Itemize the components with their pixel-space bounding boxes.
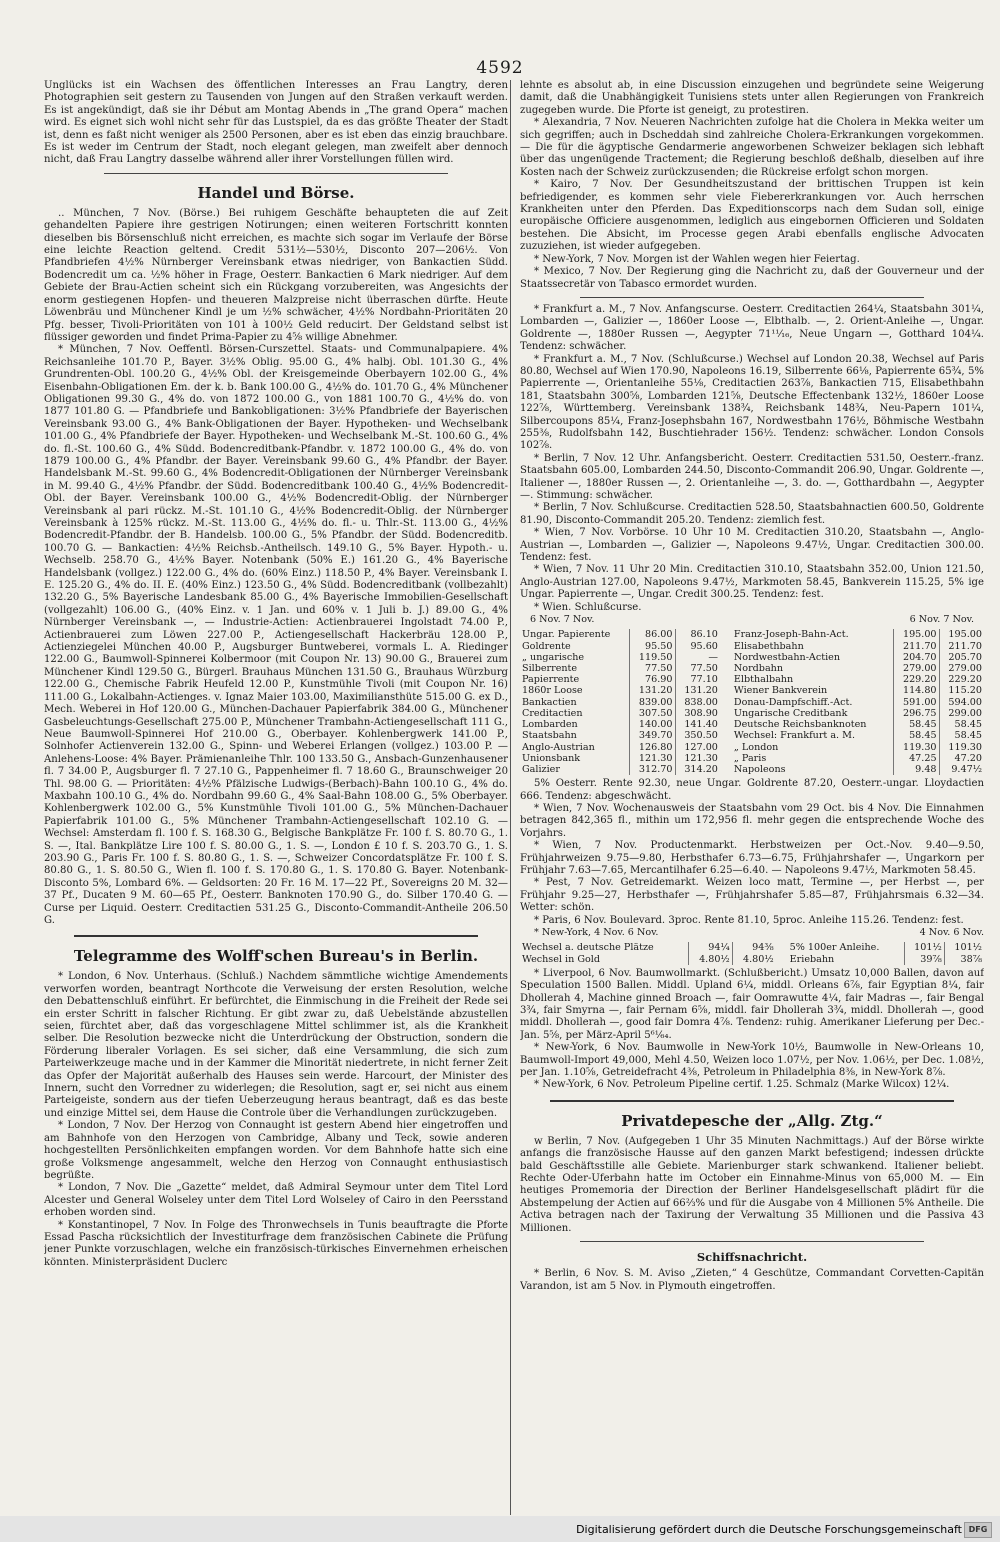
table-value-cell: 591.00 [894, 697, 939, 708]
table-value-cell: 195.00 [894, 629, 939, 640]
table-value-cell: 839.00 [630, 697, 675, 708]
table-label-cell: „ Paris [733, 752, 767, 764]
divider [104, 173, 448, 174]
table-label-cell: Napoleons [733, 763, 786, 775]
table-row [520, 674, 984, 685]
table-value-cell: 140.00 [630, 719, 675, 730]
table-label-cell: Franz-Joseph-Bahn-Act. [733, 629, 849, 641]
section-heading-telegramme: Telegramme des Wolff'schen Bureau's in Berlin. [73, 947, 479, 966]
left-column [44, 80, 508, 1520]
wien-date-left: 6 Nov. 7 Nov. [530, 614, 595, 626]
table-value-cell: 101½ [904, 942, 944, 953]
table-label-cell: Deutsche Reichsbanknoten [733, 719, 867, 731]
table-value-cell: 9.48 [894, 764, 939, 775]
article-wien-staatsbahn: * Wien, 7 Nov. Wochenausweis der Staatsbahn vom 29 Oct. bis 4 Nov. Die Einnahmen betragen 842,365 fl., mithin um 172,956 fl. mehr gegen die entsprechende Woche des Vorjahrs. [520, 802, 984, 839]
table-value-cell: 4.80½ [688, 954, 732, 965]
divider [580, 1241, 924, 1242]
table-row [520, 764, 984, 775]
table-value-cell: 39⅞ [904, 954, 944, 965]
table-label-cell: „ ungarische [522, 651, 585, 663]
table-value-cell: 47.20 [939, 753, 984, 764]
table-row [520, 753, 984, 764]
table-label-cell: Papierrente [522, 674, 580, 686]
table-label-cell: Staatsbahn [522, 730, 577, 742]
table-label-cell: Nordbahn [733, 663, 784, 675]
table-value-cell: 58.45 [939, 719, 984, 730]
table-label-cell: Wechsel: Frankfurt a. M. [733, 730, 856, 742]
table-value-cell: 47.25 [894, 753, 939, 764]
article-newyork-feiertag: * New-York, 7 Nov. Morgen ist der Wahlen wegen hier Feiertag. [534, 253, 860, 265]
table-value-cell: 58.45 [894, 730, 939, 741]
divider [580, 297, 924, 298]
table-value-cell: 119.50 [630, 652, 675, 663]
table-row [520, 685, 984, 696]
article-newyork-petroleum: * New-York, 6 Nov. Petroleum Pipeline certif. 1.25. Schmalz (Marke Wilcox) 12¼. [534, 1079, 950, 1091]
table-value-cell: 141.40 [675, 719, 720, 730]
table-gap [720, 730, 732, 741]
table-value-cell: 86.00 [630, 629, 675, 640]
table-label-cell: Nordwestbahn-Actien [733, 651, 841, 663]
right-column [520, 80, 984, 1520]
table-value-cell: 126.80 [630, 742, 675, 753]
article-wien-mittag: * Wien, 7 Nov. 11 Uhr 20 Min. Creditactien 310.10, Staatsbahn 352.00, Union 121.50, Anglo-Austrian 127.00, Napoleons 9.47½, Markmoten 58.45, Bankverein 115.25, 5% ige Ungar. Papierrente —, Ungar. Credit 300.25. Tendenz: fest. [520, 564, 984, 601]
table-value-cell: 9.47½ [939, 764, 984, 775]
wien-table-dates [520, 614, 984, 626]
table-value-cell: 594.00 [939, 697, 984, 708]
article-london-unterhaus: * London, 6 Nov. Unterhaus. (Schluß.) Nachdem sämmtliche wichtige Amendements verworfen worden, beantragt Northcote die Verweisung der ersten Resolution, welche den Debattenschluß einführt. Er befürchtet, die Einmischung in die Freiheit der Rede sei ein erster Schritt in falscher Richtung. Er gibt zwar zu, daß Uebelstände abzustellen seien, fürchtet aber, daß das vorgeschlagene Mittel schlimmer ist, als die Krankheit selber. Die Resolution bezwecke nicht die Unterdrückung der Obstruction, sondern die Förderung liberaler Vorlagen. Es sei sicher, daß eine Versammlung, die sich zum Parteiwerkzeuge mache und in der Kammer die Minorität niedertrete, in nicht ferner Zeit das Opfer der Majorität außerhalb des Hauses sein werde. Harcourt, der Minister des Innern, sucht den Vorredner zu widerlegen; die Resolution, sagt er, sei nicht aus einem Parteigeiste, sondern aus der tiefen Ueberzeugung heraus beantragt, daß es das beste und einzige Mittel sei, dem Hause die Controle über die Verhandlungen zurückzugeben. [44, 971, 508, 1119]
table-gap [720, 629, 732, 640]
newyork-table-head [520, 927, 984, 939]
table-value-cell: 77.10 [675, 674, 720, 685]
article-mexico: * Mexico, 7 Nov. Der Regierung ging die Nachricht zu, daß der Gouverneur und der Staatssecretär von Tabasco ermordet wurden. [520, 266, 984, 290]
table-value-cell: 314.20 [675, 764, 720, 775]
article-newyork-baumwolle: * New-York, 6 Nov. Baumwolle in New-York 10½, Baumwolle in New-Orleans 10, Baumwoll-Import 49,000, Mehl 4.50, Weizen loco 1.07½, per Nov. 1.06½, per Dec. 1.08½, per Jan. 1.10⅝, Getreidefracht 4⅜, Petroleum in Philadelphia 8⅜, in New-York 8⅞. [520, 1042, 984, 1079]
table-value-cell: 350.50 [675, 730, 720, 741]
article-kairo: * Kairo, 7 Nov. Der Gesundheitszustand der brittischen Truppen ist kein befriedigender, es kommen sehr viele Fiebererkrankungen vor. Auch herrschen Krankheiten unter den Pferden. Das Expeditionscorps nach dem Sudan soll, einige europäische Officiere ausgenommen, lediglich aus eingebornen Officieren und Soldaten bestehen. Die Absicht, im Processe gegen Arabi ebenfalls englische Advocaten zuzuziehen, ist wieder aufgegeben. [520, 179, 984, 253]
footer-credit: Digitalisierung gefördert durch die Deutsche Forschungsgemeinschaft [576, 1523, 962, 1536]
table-label-cell: Goldrente [522, 640, 571, 652]
table-row [520, 730, 984, 741]
table-row [520, 697, 984, 708]
table-row [520, 641, 984, 652]
section-heading-schiffsnachricht: Schiffsnachricht. [696, 1250, 808, 1265]
table-row [520, 742, 984, 753]
table-label-cell: Elbthalbahn [733, 674, 794, 686]
wien-table-note: 5% Oesterr. Rente 92.30, neue Ungar. Goldrente 87.20, Oesterr.-ungar. Lloydactien 666. Tendenz: abgeschwächt. [520, 778, 984, 802]
section-heading-handel: Handel und Börse. [197, 183, 355, 202]
article-liverpool: * Liverpool, 6 Nov. Baumwollmarkt. (Schlußbericht.) Umsatz 10,000 Ballen, davon auf Speculation 1500 Ballen. Middl. Upland 6¼, middl. Orleans 6⅞, fair Egyptian 8¼, fair Dhollerah 4, Machine ginned Broach —, fair Oomrawutte 4¼, fair Madras —, fair Bengal 3¾, fair Smyrna —, fair Pernam 6⅝, middl. fair Dhollerah 3¾, middl. Dhollerah —, good middl. Dhollerah —, good fair Domra 4⅞. Tendenz: ruhig. Amerikaner Lieferung per Dec.-Jan. 5⅝, per März-April 5⁶¹⁄₆₄. [520, 967, 984, 1041]
table-gap [720, 753, 732, 764]
table-gap [720, 742, 732, 753]
table-value-cell: 308.90 [675, 708, 720, 719]
table-value-cell: 204.70 [894, 652, 939, 663]
table-value-cell: 279.00 [939, 663, 984, 674]
table-gap [776, 942, 788, 953]
table-value-cell: 4.80½ [732, 954, 775, 965]
article-schiffsnachricht: * Berlin, 6 Nov. S. M. Aviso „Zieten,“ 4 Geschütze, Commandant Corvetten-Capitän Varandon, ist am 5 Nov. in Plymouth eingetroffen. [520, 1268, 984, 1292]
table-row [520, 708, 984, 719]
article-berlin-privat: w Berlin, 7 Nov. (Aufgegeben 1 Uhr 35 Minuten Nachmittags.) Auf der Börse wirkte anfangs die französische Hausse auf den ganzen Markt befestigend; indessen drückte bald Geschäftsstille alle Gebiete. Marienburger stark schwankend. Italiener beliebt. Rechte Oder-Uferbahn hatte im October ein Einnahme-Minus von 65,000 M. — Ein heutiges Promemoria der Direction der Berliner Handelsgesellschaft plädirt für die Abstempelung der Actien auf 66⅔% und für die Ausgabe von 4 Millionen 5% Antheile. Die Activa betragen nach der Taxirung der Verwaltung 35 Millionen und die Passiva 43 Millionen. [520, 1135, 984, 1234]
table-value-cell: 77.50 [675, 663, 720, 674]
table-gap [720, 685, 732, 696]
newyork-head-left: * New-York, 4 Nov. 6 Nov. [534, 926, 659, 938]
article-muenchen-curszettel: * München, 7 Nov. Oeffentl. Börsen-Curszettel. Staats- und Communalpapiere. 4% Reichsanleihe 101.70 P., Bayer. 3½% Oblig. 95.00 G., 4% halbj. Obl. 101.30 G., 4% Grundrenten-Obl. 100.20 G., 4½% Obl. der Kreisgemeinde Oberbayern 102.00 G., 4% Eisenbahn-Obligationen Em. der k. b. Bank 100.00 G., 4½% do. 101.70 G., 4% Münchener Obligationen 99.30 G., 4% do. von 1872 100.00 G., von 1881 100.70 G., 4½% do. von 1877 101.80 G. — Pfandbriefe und Bankobligationen: 3½% Pfandbriefe der Bayerischen Vereinsbank 93.00 G., 4% Bank-Obligationen der Bayer. Hypotheken- und Wechselbank 101.00 G., 4% Pfandbriefe der Bayer. Hypotheken- und Wechselbank M.-St. 100.60 G., 4% do. fl.-St. 100.60 G., 4% Südd. Bodencreditbank-Pfandbr. v. 1872 100.00 G., 4% do. von 1879 100.00 G., 4% Pfandbr. der Bayer. Vereinsbank 99.60 G., 4% Pfandbr. der Bayer. Handelsbank M.-St. 99.60 G., 4% Bodencredit-Obligationen der Nürnberger Vereinsbank in M. 99.40 G., 4½% Pfandbr. der Südd. Bodencreditbank 100.40 G., 4½% Bodencredit-Obl. der Bayer. Vereinsbank 100.00 G., 4½% Bodencredit-Oblig. der Nürnberger Vereinsbank al pari rückz. M.-St. 101.10 G., 4½% Bodencredit-Oblig. der Nürnberger Vereinsbank à 125% rückz. M.-St. 113.00 G., 4½% do. fl.- u. Thlr.-St. 113.00 G., 4½% Bodencredit-Pfandbr. der B. Handelsb. 100.00 G., 5% Pfandbr. der Südd. Bodencreditb. 100.70 G. — Bankactien: 4½% Reichsb.-Antheilsch. 149.10 G., 5% Bayer. Hypoth.- u. Wechselb. 258.70 G., 4½% Bayer. Notenbank (50% E.) 161.20 G., 4% Bayerische Handelsbank (vollgez.) 122.00 G., 4% do. (60% Einz.) 118.50 P., 4% Bayer. Vereinsbank I. E. 125.20 G., 4% do. II. E. (40% Einz.) 123.50 G., 4% Südd. Bodencreditbank (vollbezahlt) 132.20 G., 5% Bayerische Landesbank 85.00 G., 4% Bayerische Immobilien-Gesellschaft (vollgezahlt) 106.00 G., (40% Einz. v. 1 Jan. und 60% v. 1 Juli b. J.) 89.00 G., 4% Nürnberger Vereinsbank —, — Industrie-Actien: Actienbrauerei Ingolstadt 74.00 P., Actienbrauerei zum Löwen 227.00 P., Actiengesellschaft Hackerbräu 128.00 P., Actienziegelei München 40.00 P., Augsburger Buntweberei, vormals L. A. Riedinger 122.00 G., Baumwoll-Spinnerei Kolbermoor (mit Coupon Nr. 13) 90.00 G., Brauerei zum Münchener Kindl 129.50 G., Bürgerl. Brauhaus München 131.50 G., Brauhaus Würzburg 122.00 G., Chemische Fabrik Heufeld 12.00 P., Kunstmühle Tivoli (mit Coupon Nr. 16) 111.00 G., Lokalbahn-Actienges. v. Ignaz Maier 103.00, Maximiliansthüte 515.00 G. ex D., Mech. Weberei in Hof 120.00 G., München-Dachauer Papierfabrik 384.00 G., Münchener Gasbeleuchtungs-Gesellschaft 275.00 P., Münchener Trambahn-Actiengesellschaft 111 G., Neue Baumwoll-Spinnerei Hof 210.00 G., Oberbayer. Kohlenbergwerk 141.00 P., Solnhofer Actienverein 132.00 G., Spinn- und Weberei Erlangen (vollgez.) 103.00 P. — Anlehens-Loose: 4% Bayer. Prämienanleihe Thlr. 100 133.50 G., Ansbach-Gunzenhausener fl. 7 34.00 P., Augsburger fl. 7 27.10 G., Pappenheimer fl. 7 18.60 G., Braunschweiger 20 Thl. 98.00 G. — Prioritäten: 4½% Pfälzische Ludwigs-(Berbach)-Bahn 100.10 G., 4% do. Maxbahn 100.10 G., 4% do. Nordbahn 99.60 G., 4% Saal-Bahn 108.00 G., 5% Oberbayer. Kohlenbergwerk 102.00 G., 5% Kunstmühle Tivoli 101.00 G., 5% München-Dachauer Papierfabrik 101.00 G., 5% Münchener Trambahn-Actiengesellschaft 102.10 G. — Wechsel: Amsterdam fl. 100 f. S. 168.30 G., Belgische Bankplätze Fr. 100 f. S. 80.70 G., 1. S. —, Ital. Bankplätze Lire 100 f. S. 80.00 G., 1. S. —, London £ 10 f. S. 203.70 G., 1. S. 203.90 G., Paris Fr. 100 f. S. 80.80 G., 1. S. —, Schweizer Concordatsplätze Fr. 100 f. S. 80.80 G., 1. S. 80.50 G., Wien fl. 100 f. S. 170.80 G., 1. S. 170.80 G. Bayer. Notenbank-Disconto 5%, Lombard 6%. — Geldsorten: 20 Fr. 16 M. 17—22 Pf., Sovereigns 20 M. 32—37 Pf., Ducaten 9 M. 60—65 Pf., Oesterr. Banknoten 170.90 G., do. Silber 170.40 G. — Curse per Liquid. Oesterr. Creditactien 531.25 G., Disconto-Commandit-Antheile 206.50 G. [44, 344, 508, 926]
newyork-head-right: 4 Nov. 6 Nov. [919, 926, 984, 938]
table-value-cell: 119.30 [939, 742, 984, 753]
table-value-cell: 58.45 [939, 730, 984, 741]
table-gap [720, 641, 732, 652]
table-gap [720, 697, 732, 708]
table-row [520, 954, 984, 965]
table-value-cell: 95.50 [630, 641, 675, 652]
table-value-cell: 127.00 [675, 742, 720, 753]
table-label-cell: Wiener Bankverein [733, 685, 828, 697]
table-row [520, 719, 984, 730]
table-label-cell: Galizier [522, 763, 560, 775]
table-value-cell: 131.20 [675, 685, 720, 696]
table-gap [776, 954, 788, 965]
table-value-cell: 279.00 [894, 663, 939, 674]
table-value-cell: — [675, 652, 720, 663]
dfg-logo: DFG [964, 1522, 992, 1538]
article-london-gazette: * London, 7 Nov. Die „Gazette“ meldet, daß Admiral Seymour unter dem Titel Lord Alcester und General Wolseley unter dem Titel Lord Wolseley of Cairo in den Peersstand erhoben worden sind. [44, 1182, 508, 1219]
table-label-cell: Wechsel a. deutsche Plätze [522, 942, 654, 954]
table-value-cell: 114.80 [894, 685, 939, 696]
divider [550, 1100, 954, 1102]
table-value-cell: 307.50 [630, 708, 675, 719]
table-row [520, 652, 984, 663]
table-value-cell: 195.00 [939, 629, 984, 640]
table-row [520, 942, 984, 953]
footer-bar [0, 1516, 1000, 1542]
table-value-cell: 838.00 [675, 697, 720, 708]
table-value-cell: 121.30 [630, 753, 675, 764]
table-value-cell: 77.50 [630, 663, 675, 674]
table-label-cell: Unionsbank [522, 752, 581, 764]
table-label-cell: Silberrente [522, 663, 578, 675]
table-value-cell: 349.70 [630, 730, 675, 741]
article-pest: * Pest, 7 Nov. Getreidemarkt. Weizen loco matt, Termine —, per Herbst —, per Frühjahr 9.25—27, Herbsthafer —, Frühjahrshafer 5.85—87, Frühjahrsmais 6.32—34. Wetter: schön. [520, 877, 984, 914]
table-value-cell: 121.30 [675, 753, 720, 764]
langtry-article: Unglücks ist ein Wachsen des öffentlichen Interesses an Frau Langtry, deren Photographien seit gestern zu Tausenden von Jungen auf den Straßen verkauft werden. Es ist angekündigt, daß sie ihr Début am Montag Abends in „The grand Opera“ machen wird. Es eignet sich wohl nicht sehr für das Lustspiel, da es das größte Theater der Stadt ist, denn es faßt nicht weniger als 2500 Personen, aber es ist eben das einzig brauchbare. Es ist weder im Centrum der Stadt, noch elegant gelegen, man zweifelt aber dennoch nicht, daß Frau Langtry dasselbe während aller ihrer Vorstellungen füllen wird. [44, 80, 508, 166]
table-gap [720, 719, 732, 730]
article-paris: * Paris, 6 Nov. Boulevard. 3proc. Rente 81.10, 5proc. Anleihe 115.26. Tendenz: fest. [534, 914, 964, 926]
article-wien-vorboerse: * Wien, 7 Nov. Vorbörse. 10 Uhr 10 M. Creditactien 310.20, Staatsbahn —, Anglo-Austrian —, Lombarden —, Galizier —, Napoleons 9.47½, Ungar. Creditactien 300.00. Tendenz: fest. [520, 527, 984, 564]
table-value-cell: 101½ [944, 942, 984, 953]
table-value-cell: 229.20 [939, 674, 984, 685]
table-value-cell: 95.60 [675, 641, 720, 652]
table-row [520, 663, 984, 674]
table-value-cell: 211.70 [894, 641, 939, 652]
wien-date-right: 6 Nov. 7 Nov. [909, 614, 974, 626]
table-value-cell: 115.20 [939, 685, 984, 696]
table-value-cell: 229.20 [894, 674, 939, 685]
table-label-cell: „ London [733, 741, 779, 753]
table-gap [720, 764, 732, 775]
article-continuation: lehnte es absolut ab, in eine Discussion einzugehen und begründete seine Weigerung damit, daß die Unabhängigkeit Tunisiens stets unter allen Regierungen von Frankreich zugegeben wurde. Die Pforte ist geneigt, zu protestiren. [520, 80, 984, 116]
table-value-cell: 119.30 [894, 742, 939, 753]
table-gap [720, 708, 732, 719]
wien-quotes-table [520, 629, 984, 775]
table-label-cell: Wechsel in Gold [522, 953, 600, 965]
article-frankfurt-anfang: * Frankfurt a. M., 7 Nov. Anfangscurse. Oesterr. Creditactien 264¼, Staatsbahn 301¼, Lombarden —, Galizier —, 1860er Loose —, Elbthalb. —, 2. Orient-Anleihe —, Ungar. Goldrente —, 1880er Russen —, Aegypter 71¹¹⁄₁₆, Neue Ungarn —, Gotthard 104¼. Tendenz: schwächer. [520, 303, 984, 353]
article-london-connaught: * London, 7 Nov. Der Herzog von Connaught ist gestern Abend hier eingetroffen und am Bahnhofe von den Herzogen von Cambridge, Albany und Teck, sowie anderen hochgestellten Persönlichkeiten empfangen worden. Vor dem Bahnhofe hatte sich eine große Volksmenge angesammelt, welche den Herzog von Connaught enthusiastisch begrüßte. [44, 1120, 508, 1181]
article-wien-productenmarkt: * Wien, 7 Nov. Productenmarkt. Herbstweizen per Oct.-Nov. 9.40—9.50, Frühjahrweizen 9.75—9.80, Herbsthafer 6.73—6.75, Frühjahrshafer —, Ungarkorn per Frühjahr 7.63—7.65, Mercantilhafer 6.25—6.40. — Napoleons 9.47½, Markmoten 58.45. [520, 840, 984, 876]
table-value-cell: 58.45 [894, 719, 939, 730]
table-label-cell: Donau-Dampfschiff.-Act. [733, 696, 853, 708]
column-divider [510, 80, 511, 1515]
table-value-cell: 76.90 [630, 674, 675, 685]
table-label-cell: Creditactien [522, 707, 583, 719]
table-value-cell: 296.75 [894, 708, 939, 719]
table-row [520, 629, 984, 640]
divider [74, 935, 478, 937]
table-value-cell: 299.00 [939, 708, 984, 719]
table-label-cell: Eriebahn [789, 953, 835, 965]
table-label-cell: 5% 100er Anleihe. [789, 942, 880, 954]
article-berlin-schluss: * Berlin, 7 Nov. Schlußcurse. Creditactien 528.50, Staatsbahnactien 600.50, Goldrente 81.90, Disconto-Commandit 205.20. Tendenz: ziemlich fest. [520, 502, 984, 526]
article-frankfurt-schluss: * Frankfurt a. M., 7 Nov. (Schlußcurse.) Wechsel auf London 20.38, Wechsel auf Paris 80.80, Wechsel auf Wien 170.90, Napoleons 16.19, Silberrente 66⅛, Papierrente 65¾, 5% Papierrente —, Orientanleihe 55⅛, Creditactien 263⅞, Bankactien 715, Elisabethbahn 181, Staatsbahn 300⅝, Lombarden 121⅝, Deutsche Effectenbank 132½, 1860er Loose 122⅞, Württemberg. Vereinsbank 138¾, Reichsbank 148¾, Neu-Papern 101¼, Silbercoupons 85¼, Franz-Josephsbahn 167, Nordwestbahn 176½, Böhmische Westbahn 255⅜, Rudolfsbahn 142, Buschtiehrader 156½. Tendenz: schwächer. London Consols 102⅞. [520, 353, 984, 452]
table-value-cell: 211.70 [939, 641, 984, 652]
article-alexandria: * Alexandria, 7 Nov. Neueren Nachrichten zufolge hat die Cholera in Mekka weiter um sich gegriffen; auch in Dscheddah sind zahlreiche Cholera-Erkrankungen vorgekommen. — Die für die ägyptische Gendarmerie angeworbenen Schweizer beklagen sich lebhaft über das ungenügende Tractement; die Regierung beschloß deßhalb, dieselben auf ihre Kosten nach der Schweiz zurückzusenden; die Rückreise erfolgt schon morgen. [520, 117, 984, 178]
table-label-cell: Elisabethbahn [733, 640, 804, 652]
article-muenchen-boerse: .. München, 7 Nov. (Börse.) Bei ruhigem Geschäfte behaupteten die auf Zeit gehandelten Papiere ihre gestrigen Notirungen; einen weiteren Fortschritt konnten dieselben bis Börsenschluß nicht erreichen, es machte sich sogar im Verlaufe der Börse eine leichte Reaction geltend. Credit 531½—530½, Disconto 207—206½. Von Pfandbriefen 4½% Nürnberger Vereinsbank etwas niedriger, von Bankactien Südd. Bodencredit um ca. ½% höher in Frage, Oesterr. Bankactien 6 Mark niedriger. Auf dem Gebiete der Brau-Actien scheint sich ein Rückgang vorzubereiten, was Angesichts der enorm gestiegenen Hopfen- und theueren Malzpreise nicht überraschen dürfte. Heute Löwenbräu und Münchener Kindl je um ½% schwächer, 4½% Nordbahn-Prioritäten 20 Pfg. besser, Tivoli-Prioritäten von 101 à 100½ Geld reducirt. Der Geldstand selbst ist flüssiger geworden und findet Prima-Papier zu 4⅝ willige Abnehmer. [44, 207, 508, 343]
table-value-cell: 131.20 [630, 685, 675, 696]
table-label-cell: Ungar. Papierente [522, 629, 611, 641]
table-value-cell: 94⅜ [732, 942, 775, 953]
newyork-quotes-table [520, 942, 984, 964]
table-label-cell: Anglo-Austrian [522, 741, 595, 753]
page-number: 4592 [476, 58, 524, 78]
section-heading-privatdepesche: Privatdepesche der „Allg. Ztg.“ [621, 1111, 883, 1130]
table-value-cell: 38⅞ [944, 954, 984, 965]
table-value-cell: 312.70 [630, 764, 675, 775]
table-label-cell: 1860r Loose [522, 685, 583, 697]
table-label-cell: Lombarden [522, 719, 578, 731]
table-label-cell: Ungarische Creditbank [733, 707, 848, 719]
table-value-cell: 94¼ [688, 942, 732, 953]
table-value-cell: 86.10 [675, 629, 720, 640]
table-value-cell: 205.70 [939, 652, 984, 663]
table-gap [720, 663, 732, 674]
table-gap [720, 652, 732, 663]
article-konstantinopel: * Konstantinopel, 7 Nov. In Folge des Thronwechsels in Tunis beauftragte die Pforte Essad Pascha rücksichtlich der Investiturfrage dem französischen Cabinete die Prüfung jener Punkte vorzuschlagen, welche ein französisch-türkisches Einvernehmen erheischen könnten. Ministerpräsident Duclerc [44, 1219, 508, 1268]
table-label-cell: Bankactien [522, 696, 577, 708]
table-gap [720, 674, 732, 685]
article-berlin-anfang: * Berlin, 7 Nov. 12 Uhr. Anfangsbericht. Oesterr. Creditactien 531.50, Oesterr.-franz. Staatsbahn 605.00, Lombarden 244.50, Disconto-Commandit 206.90, Ungar. Goldrente —, Italiener —, 1880er Russen —, 2. Orientanleihe —, 3. do. —, Gotthardbahn —, Aegypter —. Stimmung: schwächer. [520, 452, 984, 501]
wien-table-title: * Wien. Schlußcurse. [534, 601, 642, 613]
